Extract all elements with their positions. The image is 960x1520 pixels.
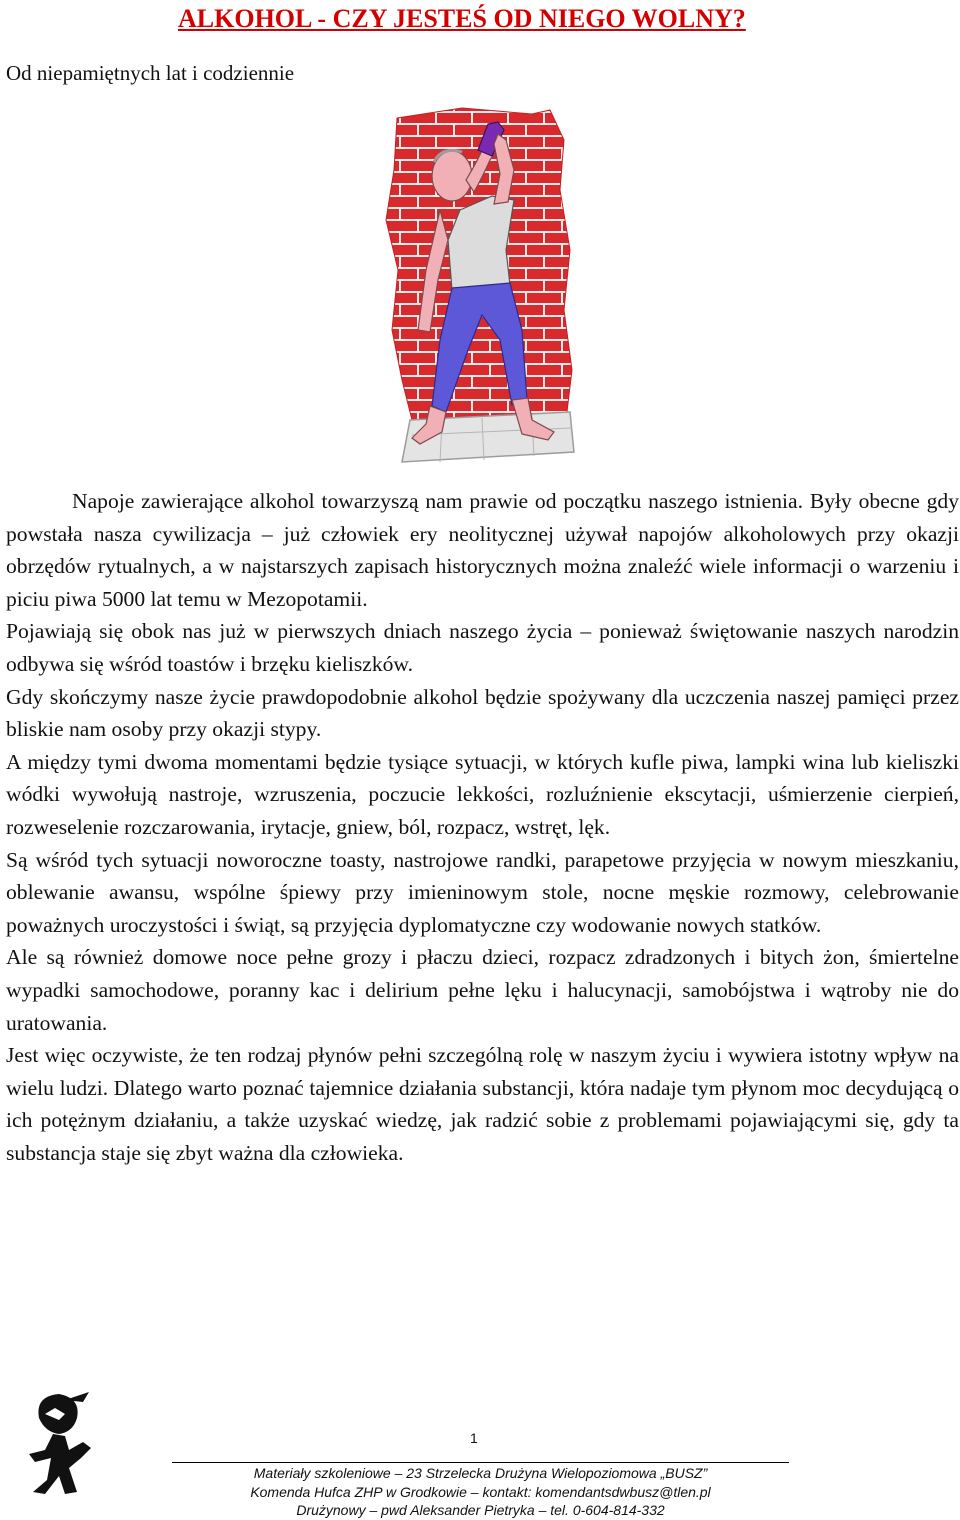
paragraph: Gdy skończymy nasze życie prawdopodobnie alkohol będzie spożywany dla uczczenia naszej pamięci przez bliskie nam osoby przy okazji stypy. xyxy=(6,684,959,742)
page-number: 1 xyxy=(470,1430,478,1446)
footer-line: Drużynowy – pwd Aleksander Pietryka – tel. 0-604-814-332 xyxy=(296,1502,665,1518)
footer xyxy=(172,1464,789,1520)
man-drinking-against-brick-wall-illustration xyxy=(382,100,592,472)
document-title: ALKOHOL - CZY JESTEŚ OD NIEGO WOLNY? xyxy=(178,4,746,33)
paragraph: Pojawiają się obok nas już w pierwszych dniach naszego życia – ponieważ świętowanie naszych narodzin odbywa się wśród toastów i brzęku kieliszków. xyxy=(6,619,959,676)
footer-line: Komenda Hufca ZHP w Grodkowie – kontakt: komendantsdwbusz@tlen.pl xyxy=(250,1483,711,1500)
scout-logo-icon xyxy=(25,1388,95,1498)
paragraph: Ale są również domowe noce pełne grozy i płaczu dzieci, rozpacz zdradzonych i bitych żon, śmiertelne wypadki samochodowe, poranny kac i delirium pełne lęku i halucynacji, samobójstwa i wątroby nie do uratowania. xyxy=(6,945,959,1035)
paragraph: Napoje zawierające alkohol towarzyszą nam prawie od początku naszego istnienia. Były obecne gdy powstała nasza cywilizacja – już człowiek ery neolitycznej używał napojów alkoholowych przy okazji obrzędów rytualnych, a w najstarszych zapisach historycznych można znaleźć wiele informacji o warzeniu i piciu piwa 5000 lat temu w Mezopotamii. xyxy=(6,489,959,611)
paragraph: A między tymi dwoma momentami będzie tysiące sytuacji, w których kufle piwa, lampki wina lub kieliszki wódki wywołują nastroje, wzruszenia, poczucie lekkości, rozluźnienie ekscytacji, uśmierzenie cierpień, rozweselenie rozczarowania, irytacje, gniew, ból, rozpacz, wstręt, lęk. xyxy=(6,749,959,839)
intro-line: Od niepamiętnych lat i codziennie xyxy=(6,61,295,85)
footer-divider xyxy=(172,1462,789,1463)
paragraph: Są wśród tych sytuacji noworoczne toasty, nastrojowe randki, parapetowe przyjęcia w nowym mieszkaniu, oblewanie awansu, wspólne śpiewy przy imieninowym stole, nocne męskie rozmowy, celebrowanie poważnych uroczystości i świąt, są przyjęcia dyplomatyczne czy wodowanie nowych statków. xyxy=(6,847,959,937)
article-body xyxy=(6,485,959,1169)
footer-line: Materiały szkoleniowe – 23 Strzelecka Drużyna Wielopoziomowa „BUSZ” xyxy=(253,1465,708,1481)
paragraph: Jest więc oczywiste, że ten rodzaj płynów pełni szczególną rolę w naszym życiu i wywiera istotny wpływ na wielu ludzi. Dlatego warto poznać tajemnice działania substancji, która nadaje tym płynom moc decydującą o ich potężnym działaniu, a także uzyskać wiedzę, jak radzić sobie z problemami pojawiającymi się, gdy ta substancja staje się zbyt ważna dla człowieka. xyxy=(6,1043,959,1165)
